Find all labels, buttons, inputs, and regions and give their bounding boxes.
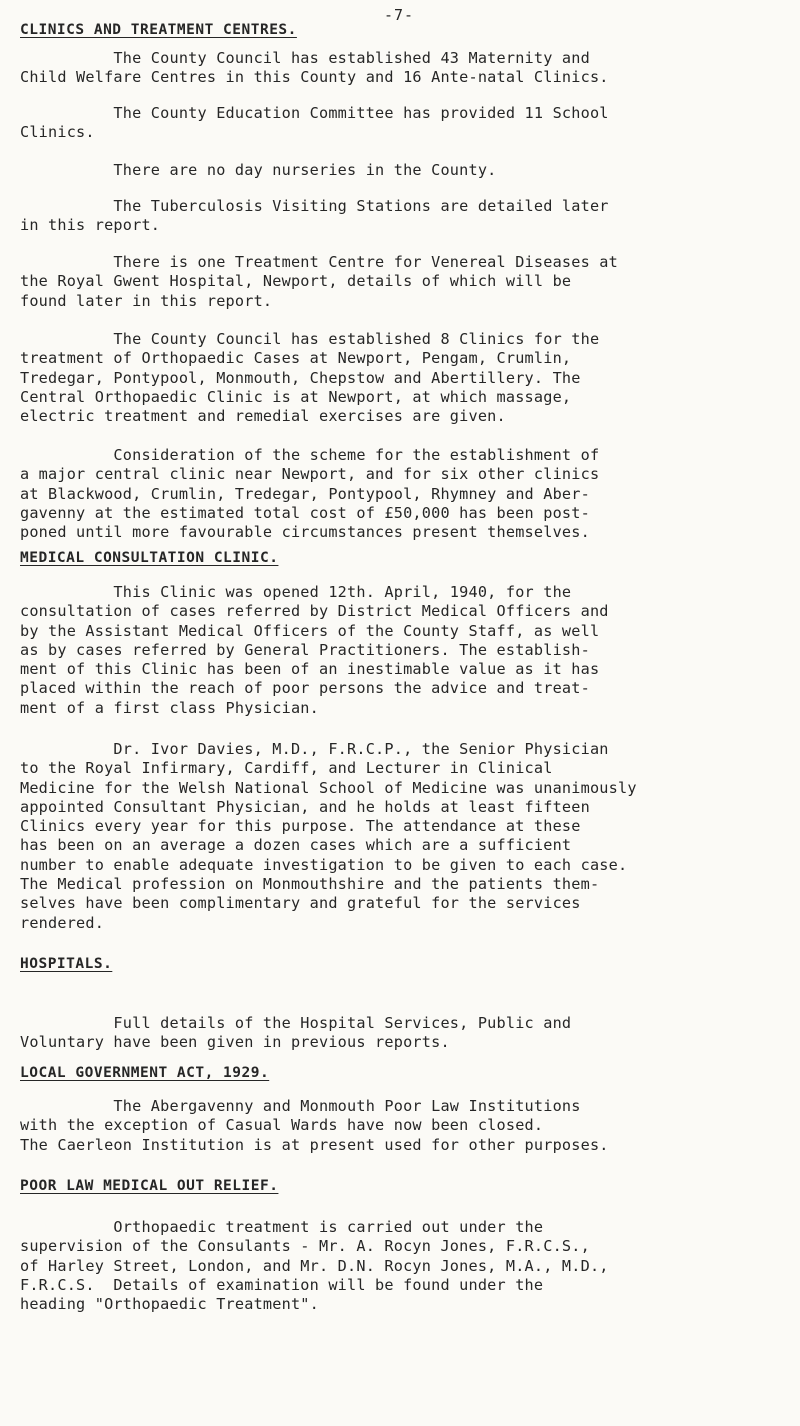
text-line: The County Council has established 43 Maternity and [20,49,590,67]
text-line: the Royal Gwent Hospital, Newport, details of which will be [20,272,572,291]
text-line: electric treatment and remedial exercises are given. [20,407,506,426]
text-line: to the Royal Infirmary, Cardiff, and Lecturer in Clinical [20,759,553,778]
paragraph-hospitals [20,1014,790,1053]
text-line: selves have been complimentary and grateful for the services [20,894,581,913]
section-heading-clinics: CLINICS AND TREATMENT CENTRES. [20,22,297,38]
paragraph-orthopaedic-clinics [20,330,790,426]
text-line: as by cases referred by General Practitioners. The establish- [20,640,590,659]
text-line: number to enable adequate investigation to be given to each case. [20,855,628,874]
paragraph-nurseries [20,161,790,180]
text-line: supervision of the Consulants - Mr. A. Rocyn Jones, F.R.C.S., [20,1237,590,1256]
text-line: ment of this Clinic has been of an inestimable value as it has [20,660,600,679]
text-line: The County Education Committee has provided 11 School [20,104,609,122]
poor-law-section [20,1178,790,1194]
hospitals-section [20,956,790,972]
text-line: Full details of the Hospital Services, Public and [20,1014,572,1032]
text-line: a major central clinic near Newport, and for six other clinics [20,465,600,484]
text-line: found later in this report. [20,291,273,310]
section-heading-medical-consultation: MEDICAL CONSULTATION CLINIC. [20,550,279,566]
text-line: There are no day nurseries in the County. [20,161,497,179]
text-line: The Medical profession on Monmouthshire and the patients them- [20,875,600,894]
text-line: consultation of cases referred by District Medical Officers and [20,602,609,621]
text-line: The County Council has established 8 Clinics for the [20,330,600,348]
text-line: appointed Consultant Physician, and he holds at least fifteen [20,797,590,816]
text-line: Medicine for the Welsh National School of Medicine was unanimously [20,778,637,797]
clinics-section [20,22,790,38]
text-line: with the exception of Casual Wards have now been closed. [20,1116,544,1135]
paragraph-orthopaedic-treatment [20,1218,790,1314]
text-line: The Caerleon Institution is at present used for other purposes. [20,1135,609,1154]
text-line: This Clinic was opened 12th. April, 1940, for the [20,583,572,601]
paragraph-consultant-physician [20,740,790,933]
text-line: ment of a first class Physician. [20,698,319,717]
text-line: The Abergavenny and Monmouth Poor Law Institutions [20,1097,581,1115]
text-line: by the Assistant Medical Officers of the County Staff, as well [20,621,600,640]
text-line: Clinics every year for this purpose. The attendance at these [20,817,581,836]
local-government-section [20,1065,790,1081]
text-line: heading "Orthopaedic Treatment". [20,1295,319,1314]
text-line: at Blackwood, Crumlin, Tredegar, Pontypool, Rhymney and Aber- [20,484,590,503]
text-line: Orthopaedic treatment is carried out under the [20,1218,544,1236]
text-line: There is one Treatment Centre for Venereal Diseases at [20,253,618,271]
text-line: has been on an average a dozen cases which are a sufficient [20,836,572,855]
paragraph-poor-law-institutions [20,1097,790,1155]
text-line: Child Welfare Centres in this County and 16 Ante-natal Clinics. [20,68,609,87]
text-line: Tredegar, Pontypool, Monmouth, Chepstow and Abertillery. The [20,368,581,387]
text-line: The Tuberculosis Visiting Stations are detailed later [20,197,609,215]
text-line: poned until more favourable circumstances present themselves. [20,523,590,542]
text-line: F.R.C.S. Details of examination will be found under the [20,1275,544,1294]
section-heading-hospitals: HOSPITALS. [20,956,113,972]
text-line: Clinics. [20,123,95,142]
page-number: -7- [384,6,415,24]
text-line: in this report. [20,216,161,235]
text-line: placed within the reach of poor persons the advice and treat- [20,679,590,698]
text-line: of Harley Street, London, and Mr. D.N. Rocyn Jones, M.A., M.D., [20,1256,609,1275]
paragraph-tuberculosis [20,197,790,236]
paragraph-venereal [20,253,790,311]
text-line: Central Orthopaedic Clinic is at Newport, at which massage, [20,387,572,406]
paragraph-school-clinics [20,104,790,143]
medical-section [20,550,790,566]
text-line: Dr. Ivor Davies, M.D., F.R.C.P., the Senior Physician [20,740,609,758]
paragraph-central-clinic [20,446,790,542]
section-heading-poor-law-medical-out-relief: POOR LAW MEDICAL OUT RELIEF. [20,1178,279,1194]
paragraph-consultation-clinic [20,583,790,718]
section-heading-local-government-act: LOCAL GOVERNMENT ACT, 1929. [20,1065,270,1081]
text-line: treatment of Orthopaedic Cases at Newport, Pengam, Crumlin, [20,349,572,368]
text-line: Consideration of the scheme for the establishment of [20,446,600,464]
text-line: rendered. [20,913,105,932]
text-line: gavenny at the estimated total cost of £50,000 has been post- [20,503,590,522]
paragraph-maternity [20,49,790,88]
text-line: Voluntary have been given in previous reports. [20,1033,450,1052]
